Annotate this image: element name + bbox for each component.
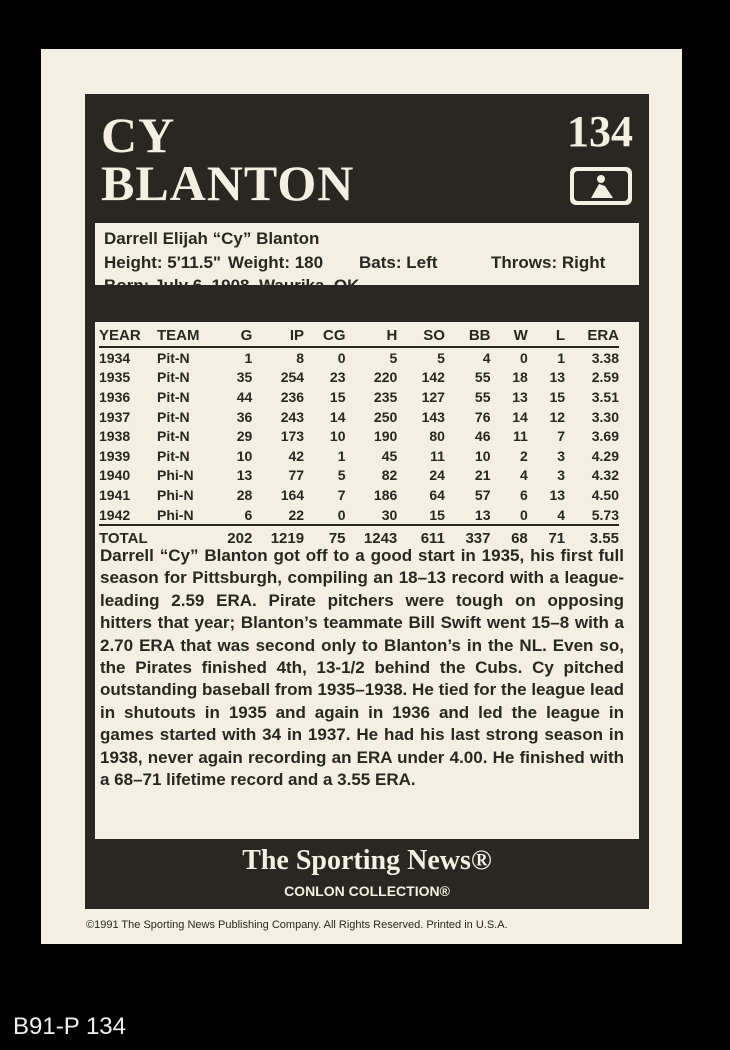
stats-col-g: G bbox=[217, 324, 252, 347]
stats-cell-h: 5 bbox=[389, 349, 398, 366]
stats-cell-g: 10 bbox=[236, 447, 253, 464]
stats-table bbox=[99, 324, 619, 550]
sporting-news-brand: The Sporting News® bbox=[242, 845, 492, 876]
stats-cell-bb: 4 bbox=[482, 349, 491, 366]
stats-row bbox=[99, 347, 619, 368]
total-cell-cg: 75 bbox=[304, 525, 345, 550]
stats-cell-g: 6 bbox=[244, 506, 253, 523]
stats-cell-cg: 15 bbox=[329, 388, 346, 405]
stats-cell-w: 0 bbox=[519, 349, 528, 366]
baseball-card-back bbox=[41, 49, 682, 944]
stats-cell-w: 4 bbox=[519, 467, 528, 484]
stats-cell-bb: 57 bbox=[474, 486, 491, 503]
stats-cell-bb: 55 bbox=[474, 388, 491, 405]
stats-cell-l: 13 bbox=[549, 369, 566, 386]
stats-cell-g: 35 bbox=[236, 369, 253, 386]
stats-cell-year: 1936 bbox=[99, 388, 131, 405]
stats-cell-l: 3 bbox=[557, 467, 566, 484]
mlb-logo-icon bbox=[569, 166, 633, 206]
stats-cell-h: 190 bbox=[373, 428, 398, 445]
conlon-collection: CONLON COLLECTION® bbox=[284, 883, 450, 899]
stats-col-era: ERA bbox=[565, 324, 619, 347]
career-summary: Darrell “Cy” Blanton got off to a good start in 1935, his first full season for Pittsburgh, compiling an 18–13 record with a league-leading 2.59 ERA. Pirate pitchers were tough on opposing hitters that year; Blanton’s teammate Bill Swift went 15–8 with a 2.70 ERA that was second only to Blanton’s in the NL. Even so, the Pirates finished 4th, 13-1/2 behind the Cubs. Cy pitched outstanding baseball from 1935–1938. He tied for the league lead in shutouts in 1935 and again in 1936 and led the league in games started with 34 in 1937. He had his last strong season in 1938, never again recording an ERA under 4.00. He finished with a 68–71 lifetime record and a 3.55 ERA. bbox=[100, 546, 624, 790]
stats-cell-h: 30 bbox=[381, 506, 398, 523]
stats-row bbox=[99, 387, 619, 407]
stats-cell-cg: 0 bbox=[337, 349, 346, 366]
stats-cell-year: 1942 bbox=[99, 506, 131, 523]
stats-cell-bb: 13 bbox=[474, 506, 491, 523]
stats-cell-g: 36 bbox=[236, 408, 253, 425]
stats-cell-h: 235 bbox=[373, 388, 398, 405]
stats-cell-ip: 42 bbox=[288, 447, 305, 464]
stats-cell-team: Phi-N bbox=[157, 486, 194, 503]
stats-cell-team: Phi-N bbox=[157, 467, 194, 484]
stats-box bbox=[95, 322, 639, 851]
stats-row bbox=[99, 505, 619, 526]
stats-cell-ip: 77 bbox=[288, 467, 305, 484]
stats-cell-w: 0 bbox=[519, 506, 528, 523]
stats-cell-era: 4.29 bbox=[591, 447, 619, 464]
stats-cell-h: 82 bbox=[381, 467, 398, 484]
stats-cell-g: 1 bbox=[244, 349, 253, 366]
stats-cell-team: Pit-N bbox=[157, 428, 190, 445]
stats-cell-cg: 14 bbox=[329, 408, 346, 425]
stats-row bbox=[99, 407, 619, 427]
stats-cell-so: 80 bbox=[429, 428, 445, 445]
stats-cell-w: 13 bbox=[512, 388, 528, 405]
stats-cell-ip: 22 bbox=[288, 506, 305, 523]
bats: Bats: Left bbox=[359, 253, 438, 272]
stats-cell-w: 2 bbox=[519, 447, 528, 464]
stats-cell-era: 3.38 bbox=[591, 349, 619, 366]
stats-col-cg: CG bbox=[304, 324, 345, 347]
full-name: Darrell Elijah “Cy” Blanton bbox=[104, 229, 320, 248]
stats-cell-h: 186 bbox=[373, 486, 398, 503]
total-cell-year: TOTAL bbox=[99, 525, 157, 550]
stats-cell-l: 1 bbox=[557, 349, 566, 366]
stats-cell-cg: 1 bbox=[337, 447, 346, 464]
stats-cell-ip: 236 bbox=[280, 388, 305, 405]
stats-row bbox=[99, 426, 619, 446]
stats-col-w: W bbox=[490, 324, 527, 347]
stats-cell-team: Pit-N bbox=[157, 369, 190, 386]
stats-cell-h: 250 bbox=[373, 408, 398, 425]
stats-cell-g: 44 bbox=[236, 388, 253, 405]
stats-cell-ip: 173 bbox=[280, 428, 305, 445]
total-cell-h: 1243 bbox=[346, 525, 398, 550]
stats-cell-cg: 0 bbox=[337, 506, 346, 523]
total-cell-w: 68 bbox=[490, 525, 527, 550]
stats-row bbox=[99, 446, 619, 466]
stats-cell-cg: 23 bbox=[329, 369, 346, 386]
stats-cell-bb: 46 bbox=[474, 428, 491, 445]
stats-cell-year: 1941 bbox=[99, 486, 131, 503]
stats-frame bbox=[85, 285, 649, 851]
total-cell-bb: 337 bbox=[445, 525, 491, 550]
stats-cell-bb: 55 bbox=[474, 369, 491, 386]
stats-cell-cg: 5 bbox=[337, 467, 346, 484]
stats-col-bb: BB bbox=[445, 324, 491, 347]
stats-col-l: L bbox=[528, 324, 565, 347]
stats-cell-l: 7 bbox=[557, 428, 566, 445]
stats-cell-l: 13 bbox=[549, 486, 566, 503]
stats-cell-ip: 243 bbox=[280, 408, 305, 425]
stats-cell-h: 220 bbox=[373, 369, 398, 386]
stats-cell-era: 5.73 bbox=[591, 506, 619, 523]
stats-col-year: YEAR bbox=[99, 324, 157, 347]
stats-cell-so: 15 bbox=[429, 506, 445, 523]
stats-cell-ip: 254 bbox=[280, 369, 305, 386]
scan-label: B91-P 134 bbox=[13, 1013, 126, 1040]
height: Height: 5'11.5" bbox=[104, 253, 221, 272]
total-cell-g: 202 bbox=[217, 525, 252, 550]
stats-cell-era: 4.50 bbox=[591, 486, 619, 503]
stats-cell-team: Pit-N bbox=[157, 388, 190, 405]
stats-cell-w: 14 bbox=[512, 408, 528, 425]
stats-cell-w: 18 bbox=[512, 369, 528, 386]
stats-cell-g: 29 bbox=[236, 428, 253, 445]
stats-cell-w: 11 bbox=[512, 428, 528, 445]
stats-cell-ip: 8 bbox=[296, 349, 305, 366]
stats-cell-bb: 21 bbox=[474, 467, 491, 484]
stats-cell-cg: 10 bbox=[329, 428, 346, 445]
stats-cell-g: 28 bbox=[236, 486, 253, 503]
card-number: 134 bbox=[567, 107, 633, 156]
stats-cell-year: 1935 bbox=[99, 369, 131, 386]
stats-cell-l: 15 bbox=[549, 388, 566, 405]
stats-row bbox=[99, 466, 619, 486]
stats-col-ip: IP bbox=[252, 324, 304, 347]
weight: Weight: 180 bbox=[228, 253, 324, 272]
stats-cell-so: 143 bbox=[421, 408, 445, 425]
stats-col-team: TEAM bbox=[157, 324, 217, 347]
stats-cell-l: 4 bbox=[557, 506, 566, 523]
stats-cell-year: 1937 bbox=[99, 408, 131, 425]
copyright-line: ©1991 The Sporting News Publishing Company. All Rights Reserved. Printed in U.S.A. bbox=[86, 919, 508, 931]
stats-cell-bb: 10 bbox=[474, 447, 491, 464]
stats-cell-era: 3.69 bbox=[591, 428, 619, 445]
total-cell-era: 3.55 bbox=[565, 525, 619, 550]
stats-cell-g: 13 bbox=[236, 467, 253, 484]
stats-cell-team: Phi-N bbox=[157, 506, 194, 523]
stats-header-row bbox=[99, 324, 619, 347]
stats-cell-so: 5 bbox=[437, 349, 445, 366]
stats-cell-cg: 7 bbox=[337, 486, 346, 503]
stats-cell-era: 2.59 bbox=[591, 369, 619, 386]
stats-cell-team: Pit-N bbox=[157, 349, 190, 366]
stats-cell-so: 127 bbox=[421, 388, 445, 405]
stats-cell-team: Pit-N bbox=[157, 408, 190, 425]
stats-cell-era: 3.30 bbox=[591, 408, 619, 425]
stats-cell-year: 1940 bbox=[99, 467, 131, 484]
stats-cell-so: 142 bbox=[421, 369, 445, 386]
stats-cell-h: 45 bbox=[381, 447, 398, 464]
stats-cell-team: Pit-N bbox=[157, 447, 190, 464]
total-cell-l: 71 bbox=[528, 525, 565, 550]
stats-col-h: H bbox=[346, 324, 398, 347]
stats-cell-l: 3 bbox=[557, 447, 566, 464]
stats-cell-year: 1934 bbox=[99, 349, 131, 366]
stats-row bbox=[99, 368, 619, 388]
stats-cell-so: 11 bbox=[430, 447, 445, 464]
stats-cell-era: 3.51 bbox=[591, 388, 619, 405]
stats-cell-so: 24 bbox=[429, 467, 445, 484]
stats-cell-w: 6 bbox=[519, 486, 528, 503]
card-header bbox=[85, 94, 649, 226]
stats-cell-l: 12 bbox=[549, 408, 566, 425]
total-cell-ip: 1219 bbox=[252, 525, 304, 550]
stats-cell-year: 1938 bbox=[99, 428, 131, 445]
stats-cell-era: 4.32 bbox=[591, 467, 619, 484]
throws: Throws: Right bbox=[491, 253, 606, 272]
stats-cell-bb: 76 bbox=[474, 408, 491, 425]
card-footer bbox=[85, 839, 649, 909]
stats-col-so: SO bbox=[397, 324, 445, 347]
stats-cell-ip: 164 bbox=[280, 486, 305, 503]
stats-cell-year: 1939 bbox=[99, 447, 131, 464]
stats-cell-so: 64 bbox=[429, 486, 445, 503]
total-cell-so: 611 bbox=[397, 525, 445, 550]
first-name: CY bbox=[101, 107, 176, 163]
last-name: BLANTON bbox=[101, 155, 355, 211]
stats-row bbox=[99, 485, 619, 505]
